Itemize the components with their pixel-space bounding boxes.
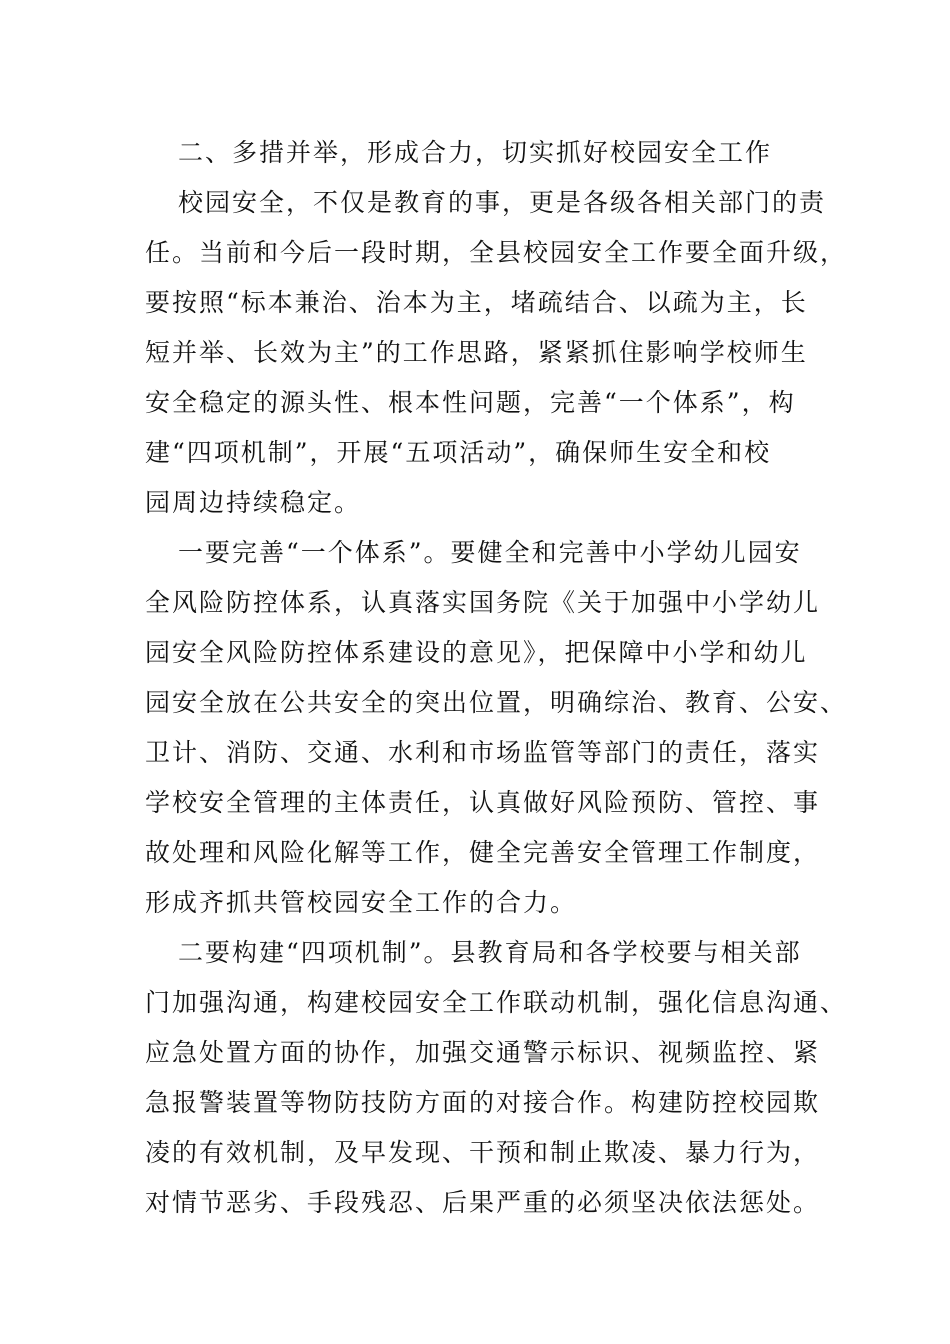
paragraph-3-line-5: 凌的有效机制，及早发现、干预和制止欺凌、暴力行为，: [145, 1138, 821, 1167]
paragraph-2-line-5: 卫计、消防、交通、水利和市场监管等部门的责任，落实: [145, 738, 821, 767]
paragraph-2-line-3: 园安全风险防控体系建设的意见》，把保障中小学和幼儿: [145, 638, 808, 667]
paragraph-3-line-1: 二要构建“四项机制”。县教育局和各学校要与相关部: [178, 938, 802, 967]
paragraph-1-line-5: 安全稳定的源头性、根本性问题，完善“一个体系”，构: [145, 388, 796, 417]
paragraph-1-line-4: 短并举、长效为主”的工作思路，紧紧抓住影响学校师生: [145, 338, 808, 367]
paragraph-2-line-1: 一要完善“一个体系”。要健全和完善中小学幼儿园安: [178, 538, 802, 567]
paragraph-2-line-7: 故处理和风险化解等工作，健全完善安全管理工作制度，: [145, 838, 821, 867]
document-body: [145, 128, 848, 1228]
paragraph-1-line-3: 要按照“标本兼治、治本为主，堵疏结合、以疏为主，长: [145, 288, 808, 317]
paragraph-3-line-4: 急报警装置等物防技防方面的对接合作。构建防控校园欺: [145, 1088, 821, 1117]
paragraph-2-line-6: 学校安全管理的主体责任，认真做好风险预防、管控、事: [145, 788, 821, 817]
paragraph-3-line-3: 应急处置方面的协作，加强交通警示标识、视频监控、紧: [145, 1038, 821, 1067]
paragraph-1-line-2: 任。当前和今后一段时期，全县校园安全工作要全面升级，: [145, 238, 848, 267]
paragraph-3-line-2: 门加强沟通，构建校园安全工作联动机制，强化信息沟通、: [145, 988, 848, 1017]
paragraph-3-line-6: 对情节恶劣、手段残忍、后果严重的必须坚决依法惩处。: [145, 1188, 821, 1217]
section-heading: 二、多措并举，形成合力，切实抓好校园安全工作: [178, 138, 773, 167]
paragraph-2-line-8: 形成齐抓共管校园安全工作的合力。: [145, 888, 578, 917]
paragraph-2-line-4: 园安全放在公共安全的突出位置，明确综治、教育、公安、: [145, 688, 848, 717]
paragraph-1-line-6: 建“四项机制”，开展“五项活动”，确保师生安全和校: [145, 438, 772, 467]
paragraph-1-line-1: 校园安全，不仅是教育的事，更是各级各相关部门的责: [178, 188, 827, 217]
paragraph-2-line-2: 全风险防控体系，认真落实国务院《关于加强中小学幼儿: [145, 588, 821, 617]
paragraph-1-line-7: 园周边持续稳定。: [145, 488, 362, 517]
